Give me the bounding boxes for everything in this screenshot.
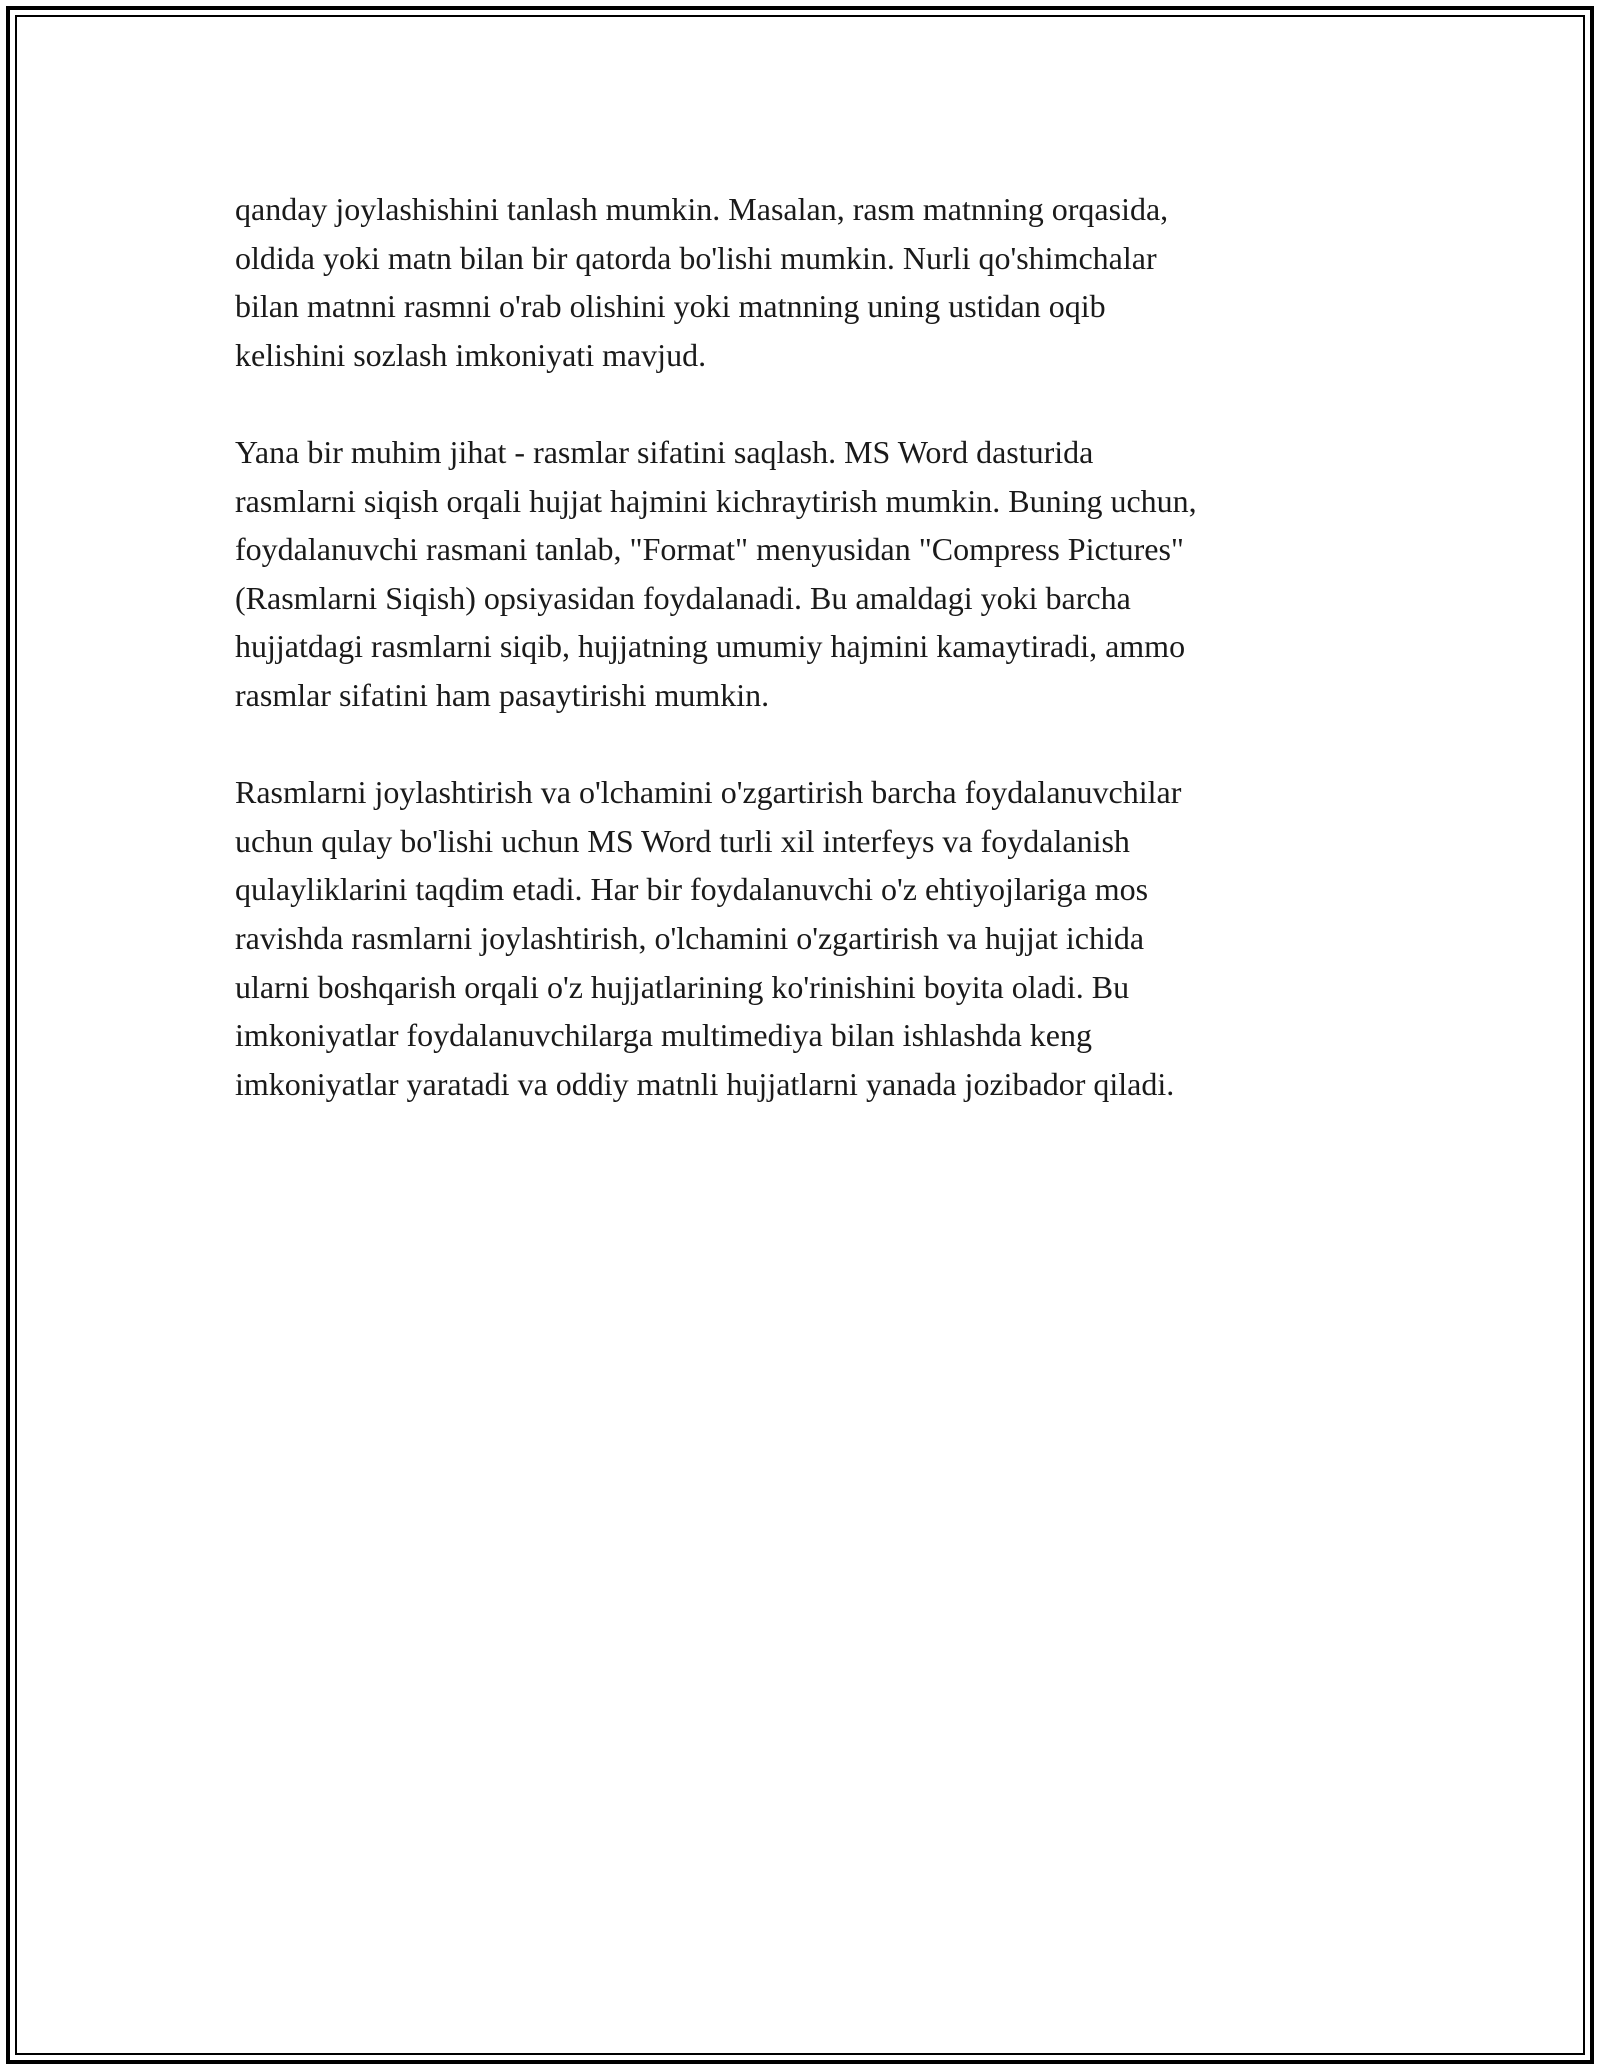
- document-body: [235, 185, 1375, 1157]
- text-line: Yana bir muhim jihat - rasmlar sifatini saqlash. MS Word dasturida: [235, 433, 1094, 470]
- text-line: uchun qulay bo'lishi uchun MS Word turli xil interfeys va foydalanish: [235, 822, 1130, 859]
- text-line: Rasmlarni joylashtirish va o'lchamini o'zgartirish barcha foydalanuvchilar: [235, 774, 1182, 811]
- text-line: qanday joylashishini tanlash mumkin. Masalan, rasm matnning orqasida,: [235, 191, 1169, 227]
- paragraph-1: [235, 185, 1375, 379]
- text-line: qulayliklarini taqdim etadi. Har bir foydalanuvchi o'z ehtiyojlariga mos: [235, 871, 1149, 908]
- text-line: imkoniyatlar foydalanuvchilarga multimediya bilan ishlashda keng: [235, 1017, 1092, 1054]
- text-line: foydalanuvchi rasmani tanlab, "Format" menyusidan "Compress Pictures": [235, 531, 1184, 568]
- text-line: bilan matnni rasmni o'rab olishini yoki matnning uning ustidan oqib: [235, 288, 1106, 325]
- text-line: rasmlar sifatini ham pasaytirishi mumkin.: [235, 676, 770, 713]
- text-line: rasmlarni siqish orqali hujjat hajmini kichraytirish mumkin. Buning uchun,: [235, 482, 1197, 519]
- paragraph-2: [235, 428, 1375, 720]
- text-line: (Rasmlarni Siqish) opsiyasidan foydalanadi. Bu amaldagi yoki barcha: [235, 579, 1131, 616]
- paragraph-3: [235, 768, 1375, 1108]
- text-line: ravishda rasmlarni joylashtirish, o'lchamini o'zgartirish va hujjat ichida: [235, 919, 1145, 956]
- text-line: kelishini sozlash imkoniyati mavjud.: [235, 336, 707, 373]
- text-line: hujjatdagi rasmlarni siqib, hujjatning umumiy hajmini kamaytiradi, ammo: [235, 628, 1186, 665]
- text-line: imkoniyatlar yaratadi va oddiy matnli hujjatlarni yanada jozibador qiladi.: [235, 1065, 1175, 1102]
- text-line: oldida yoki matn bilan bir qatorda bo'lishi mumkin. Nurli qo'shimchalar: [235, 239, 1157, 276]
- text-line: ularni boshqarish orqali o'z hujjatlarining ko'rinishini boyita oladi. Bu: [235, 968, 1130, 1005]
